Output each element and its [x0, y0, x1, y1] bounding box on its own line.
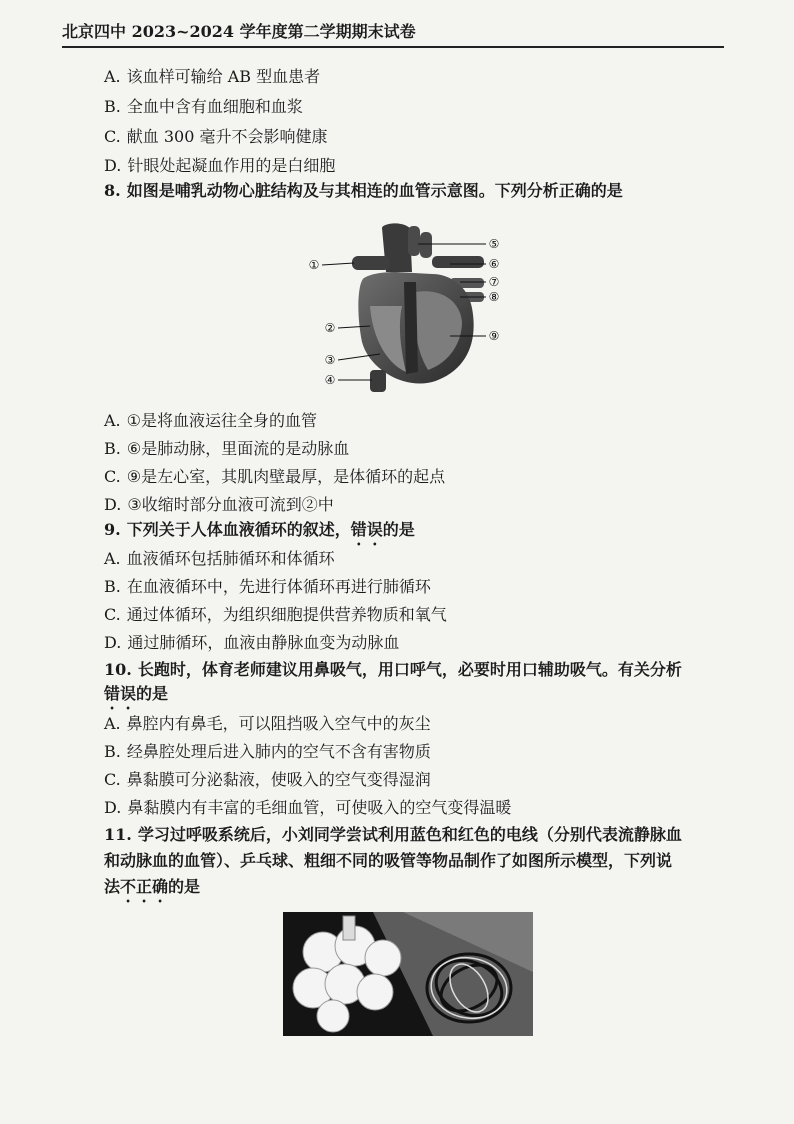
q11-stem-line2: 和动脉血的血管）、乒乓球、粗细不同的吸管等物品制作了如图所示模型，下列说: [104, 851, 673, 870]
label-4: ④: [324, 373, 336, 387]
q7-option-d: D. 针眼处起凝血作用的是白细胞: [104, 156, 336, 175]
label-6: ⑥: [488, 257, 500, 271]
label-2: ②: [324, 321, 336, 335]
q8-option-d: D. ③收缩时部分血液可流到②中: [104, 495, 334, 514]
heart-illustration: [300, 222, 510, 394]
label-5: ⑤: [488, 237, 500, 251]
q10-option-d: D. 鼻黏膜内有丰富的毛细血管，可使吸入的空气变得温暖: [104, 798, 512, 817]
q11-stem-line1: 11. 学习过呼吸系统后，小刘同学尝试利用蓝色和红色的电线（分别代表流静脉血: [104, 825, 682, 844]
q10-option-a: A. 鼻腔内有鼻毛，可以阻挡吸入空气中的灰尘: [104, 714, 431, 733]
heart-diagram: [300, 222, 510, 394]
q8-stem: 8. 如图是哺乳动物心脏结构及与其相连的血管示意图。下列分析正确的是: [104, 181, 623, 200]
q9-option-a: A. 血液循环包括肺循环和体循环: [104, 549, 335, 568]
q7-option-c: C. 献血 300 毫升不会影响健康: [104, 127, 328, 146]
label-1: ①: [308, 258, 320, 272]
q7-option-b: B. 全血中含有血细胞和血浆: [104, 97, 303, 116]
q8-option-b: B. ⑥是肺动脉，里面流的是动脉血: [104, 439, 350, 458]
label-8: ⑧: [488, 290, 500, 304]
q9-option-b: B. 在血液循环中，先进行体循环再进行肺循环: [104, 577, 431, 596]
label-7: ⑦: [488, 275, 500, 289]
page-header: [62, 18, 724, 48]
q10-option-c: C. 鼻黏膜可分泌黏液，使吸入的空气变得湿润: [104, 770, 431, 789]
q8-option-c: C. ⑨是左心室，其肌肉壁最厚，是体循环的起点: [104, 467, 446, 486]
q9-stem: 9. 下列关于人体血液循环的叙述，错误的是: [104, 520, 415, 539]
left-vessel-1: [352, 256, 390, 270]
label-9: ⑨: [488, 329, 500, 343]
right-vessel-6: [432, 256, 484, 268]
q10-option-b: B. 经鼻腔处理后进入肺内的空气不含有害物质: [104, 742, 431, 761]
lung-model-photo: [283, 912, 533, 1036]
vessel-4: [370, 370, 386, 392]
label-3: ③: [324, 353, 336, 367]
lung-model-illustration: [283, 912, 533, 1036]
exam-title: 北京四中 2023~2024 学年度第二学期期末试卷: [62, 22, 416, 41]
q8-option-a: A. ①是将血液运往全身的血管: [104, 411, 317, 430]
q10-stem-line2: 错误的是: [104, 684, 169, 703]
q7-option-a: A. 该血样可输给 AB 型血患者: [104, 67, 321, 86]
q10-stem-line1: 10. 长跑时，体育老师建议用鼻吸气，用口呼气，必要时用口辅助吸气。有关分析: [104, 660, 682, 679]
q9-option-c: C. 通过体循环，为组织细胞提供营养物质和氧气: [104, 605, 447, 624]
q9-option-d: D. 通过肺循环，血液由静脉血变为动脉血: [104, 633, 400, 652]
q11-stem-line3: 法不正确的是: [104, 877, 201, 896]
